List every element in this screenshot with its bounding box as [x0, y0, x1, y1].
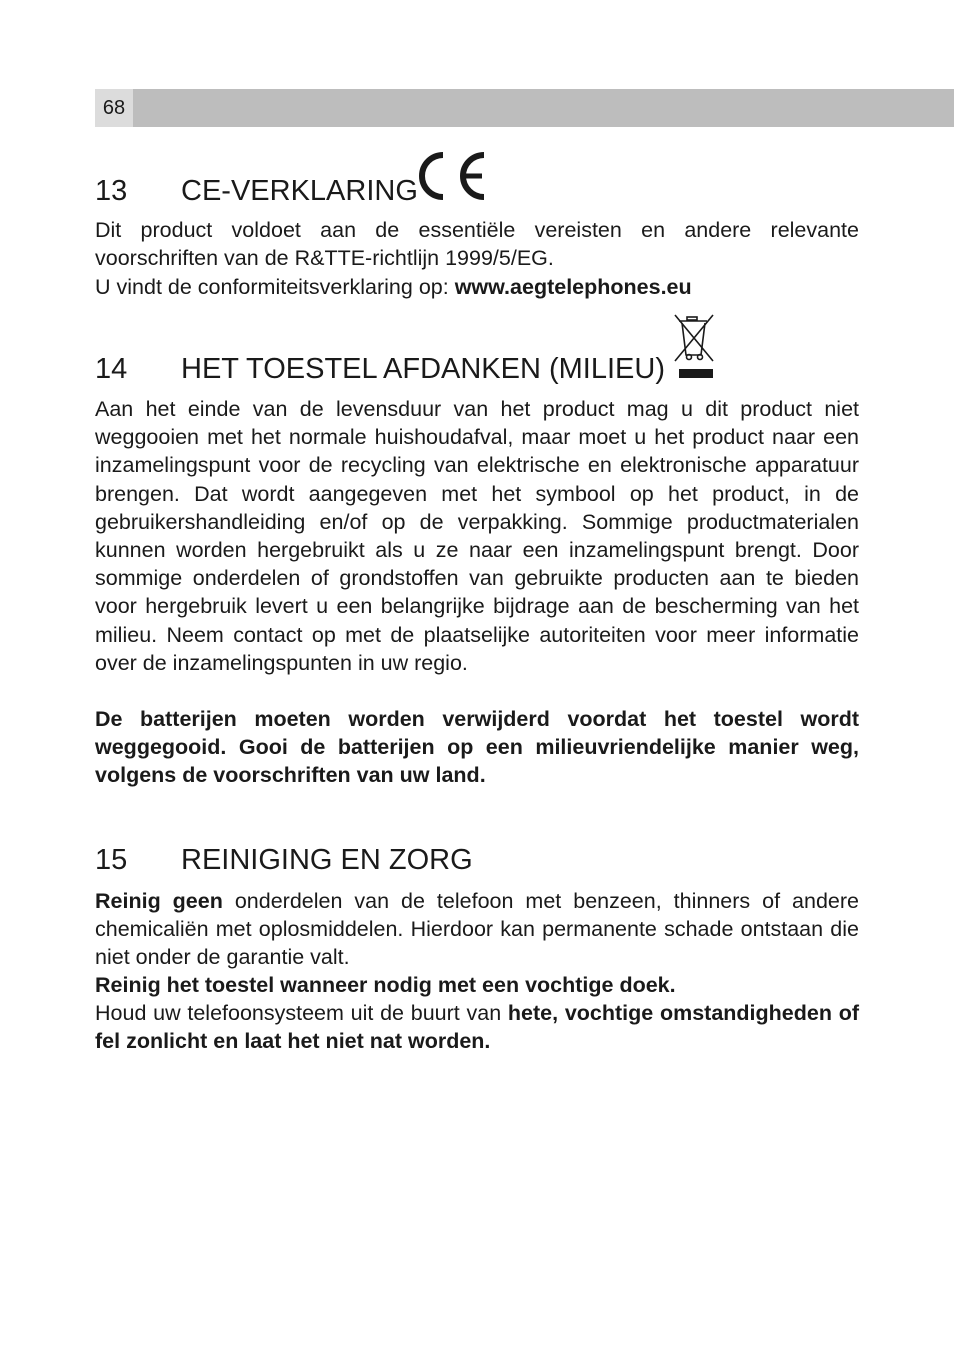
section-15-paragraph-2: Reinig het toestel wanneer nodig met een vochtige doek.: [95, 973, 676, 997]
section-13-heading: [95, 174, 418, 208]
section-13-paragraph-1: Dit product voldoet aan de essentiële vereisten en andere relevante voorschriften van de R&TTE-richtlijn 1999/5/EG.: [95, 218, 859, 271]
section-15-paragraph-3: [95, 999, 859, 1055]
section-14-heading: [95, 352, 665, 386]
section-title: CE-VERKLARING: [181, 175, 418, 207]
ce-mark-icon: [412, 150, 492, 202]
section-15-paragraph-1: [95, 887, 859, 972]
weee-crossed-bin-icon: [671, 311, 719, 383]
section-number: 14: [95, 353, 128, 385]
section-title: REINIGING EN ZORG: [181, 844, 473, 876]
section-13-paragraph-2: [95, 273, 859, 301]
section-title: HET TOESTEL AFDANKEN (MILIEU): [181, 353, 665, 385]
bold-text: hete, vochtige omstandigheden of fel zonlicht en laat het niet nat worden.: [95, 1001, 860, 1054]
section-number: 13: [95, 175, 128, 207]
section-14-paragraph-1: Aan het einde van de levensduur van het product mag u dit product niet weggooien met het normale huishoudafval, maar moet u het product naar een inzamelingspunt voor de recycling van elektrische en elektronische apparatuur brengen. Dat wordt aangegeven met het symbool op het product, in de gebruikershandleiding en/of op de verpakking. Sommige productmaterialen kunnen worden hergebruikt als u ze naar een inzamelingspunt brengt. Door sommige onderdelen of grondstoffen van gebruikte producten aan te bieden voor hergebruik levert u een belangrijke bijdrage aan de bescherming van het milieu. Neem contact op met de plaatselijke autoriteiten voor meer informatie over de inzamelingspunten in uw regio.: [95, 397, 859, 675]
paragraph-text: onderdelen van de telefoon met benzeen, thinners of andere chemicaliën met oplosmiddelen. Hierdoor kan permanente schade ontstaan die niet onder de garantie valt.: [95, 889, 859, 970]
section-number: 15: [95, 844, 128, 876]
website-link[interactable]: www.aegtelephones.eu: [454, 275, 692, 299]
section-15-heading: [95, 843, 473, 877]
bold-lead: Reinig geen: [95, 889, 223, 913]
page-number: 68: [95, 89, 133, 127]
page-header-band: [95, 89, 954, 127]
conformity-text: U vindt de conformiteitsverklaring op:: [95, 275, 455, 299]
section-14-paragraph-2: De batterijen moeten worden verwijderd voordat het toestel wordt weggegooid. Gooi de batterijen op een milieuvriendelijke manier weg, volgens de voorschriften van uw land.: [95, 707, 859, 788]
paragraph-text: Houd uw telefoonsysteem uit de buurt van: [95, 1001, 508, 1025]
